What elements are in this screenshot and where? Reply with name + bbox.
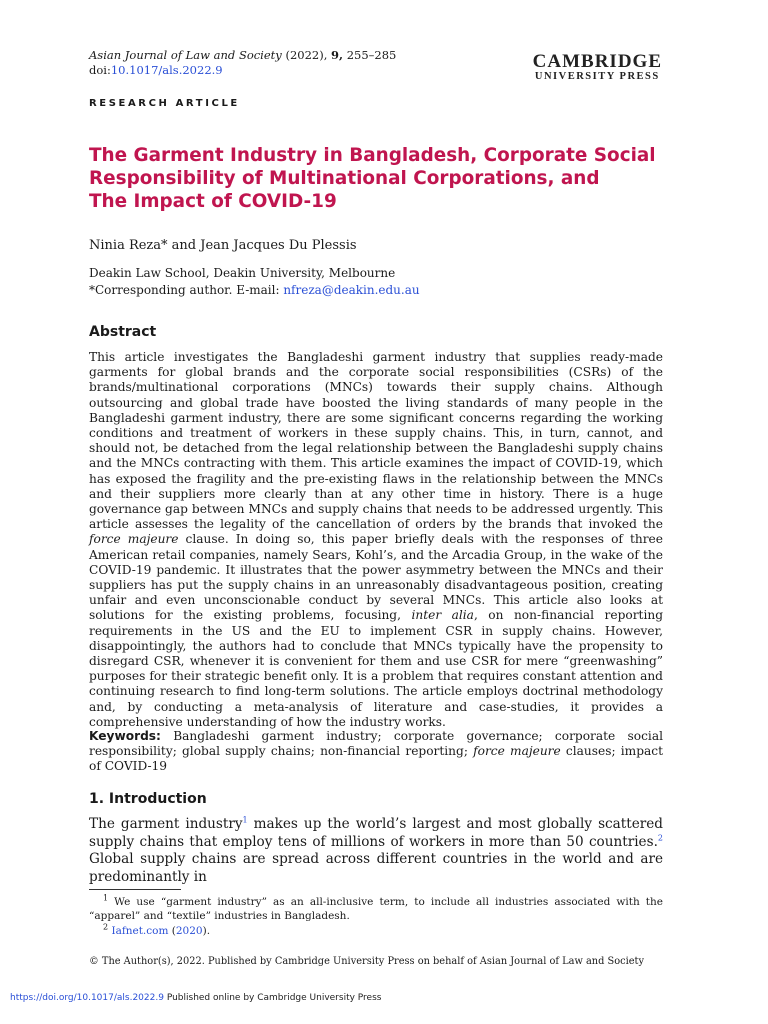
article-title (89, 144, 689, 213)
keywords-text-1: Bangladeshi garment industry; corporate governance; corporate social responsibility; global supply chains; non-financial reporting; (89, 729, 663, 759)
footnote-2 (89, 922, 663, 939)
page-footer (10, 993, 381, 1003)
footnote-ref-1[interactable]: 1 (242, 815, 248, 825)
title-line-2: Responsibility of Multinational Corporations, and (89, 168, 600, 189)
abstract-force-majeure: force majeure (89, 532, 179, 547)
footnote-1-text: We use “garment industry” as an all-inclusive term, to include all industries associated with the “apparel” and “textile” industries in Bangladesh. (89, 896, 663, 922)
doi-prefix: doi: (89, 63, 111, 77)
footnote-1 (89, 893, 663, 923)
copyright-notice: © The Author(s), 2022. Published by Cambridge University Press on behalf of Asian Journal of Law and Society (89, 956, 644, 967)
abstract-part-3: , on non-financial reporting requirements in the US and the EU to implement CSR in supply chains. However, disappointingly, the authors had to conclude that MNCs typically have the propensity to disregard CSR, whenever it is convenient for them and use CSR for mere “greenwashing” purposes for their strategic benefit only. It is a problem that requires constant attention and continuing research to find long-term solutions. The article employs doctrinal methodology and, by conducting a meta-analysis of literature and case-studies, it provides a comprehensive understanding of how the industry works. (89, 608, 663, 729)
publisher-name: CAMBRIDGE (532, 51, 662, 72)
introduction-heading: 1. Introduction (89, 791, 207, 807)
introduction-body (89, 816, 663, 886)
abstract-heading: Abstract (89, 324, 157, 340)
footnote-divider (89, 889, 181, 890)
keywords-label: Keywords: (89, 729, 161, 743)
journal-citation (89, 48, 396, 78)
title-line-3: The Impact of COVID-19 (89, 191, 337, 212)
intro-text-3: Global supply chains are spread across different countries in the world and are predominantly in (89, 851, 663, 885)
journal-year: (2022), (285, 48, 328, 62)
intro-text-1: The garment industry (89, 816, 243, 832)
journal-name: Asian Journal of Law and Society (89, 48, 282, 62)
footnote-2-link[interactable]: Iafnet.com (111, 925, 169, 937)
abstract-body (89, 350, 663, 730)
title-line-1: The Garment Industry in Bangladesh, Corporate Social (89, 145, 656, 166)
publisher-subname: UNIVERSITY PRESS (534, 71, 660, 82)
keywords-text-2: clauses; impact of COVID-19 (89, 744, 663, 774)
intro-text-2: makes up the world’s largest and most globally scattered supply chains that employ tens of millions of workers in more than 50 countries. (89, 816, 663, 850)
footer-doi-link[interactable]: https://doi.org/10.1017/als.2022.9 (10, 993, 164, 1003)
authors: Ninia Reza* and Jean Jacques Du Plessis (89, 238, 357, 253)
abstract-inter-alia: inter alia (411, 608, 474, 623)
journal-volume: 9, (331, 48, 344, 62)
email-label: *Corresponding author. E-mail: (89, 283, 284, 297)
keywords-force-majeure: force majeure (473, 744, 561, 759)
footnote-2-open: ( (168, 925, 176, 937)
doi-link[interactable]: 10.1017/als.2022.9 (110, 63, 223, 77)
abstract-part-2: clause. In doing so, this paper briefly deals with the responses of three American retail companies, namely Sears, Kohl’s, and the Arcadia Group, in the wake of the COVID-19 pandemic. It illustrates that the power asymmetry between the MNCs and their suppliers has put the supply chains in an unreasonably disadvantageous position, creating unfair and even unconscionable conduct by several MNCs. This article also looks at solutions for the existing problems, focusing, (89, 532, 663, 623)
footer-published: Published online by Cambridge University Press (163, 993, 382, 1003)
footnote-2-number: 2 (103, 922, 109, 932)
footnote-2-year-link[interactable]: 2020 (175, 925, 203, 937)
affiliation (89, 265, 420, 299)
affiliation-institution: Deakin Law School, Deakin University, Melbourne (89, 266, 396, 280)
keywords (89, 729, 663, 775)
journal-pages: 255–285 (346, 48, 397, 62)
footnote-2-close: ). (202, 925, 211, 937)
footnote-1-number: 1 (103, 893, 109, 903)
article-type: RESEARCH ARTICLE (89, 98, 240, 109)
abstract-part-1: This article investigates the Bangladeshi garment industry that supplies ready-made garments for global brands and the corporate social responsibilities (CSRs) of the brands/multinational corporations (MNCs) towards their supply chains. Although outsourcing and global trade have boosted the living standards of many people in the Bangladeshi garment industry, there are some significant concerns regarding the working conditions and treatment of workers in these supply chains. This, in turn, cannot, and should not, be detached from the legal relationship between the Bangladeshi supply chains and the MNCs contracting with them. This article examines the impact of COVID-19, which has exposed the fragility and the pre-existing flaws in the relationship between the MNCs and their suppliers more clearly than at any other time in history. There is a huge governance gap between MNCs and supply chains that needs to be addressed urgently. This article assesses the legality of the cancellation of orders by the brands that invoked the (89, 350, 663, 532)
author-email-link[interactable]: nfreza@deakin.edu.au (283, 283, 420, 297)
publisher-logo (533, 52, 662, 83)
footnote-ref-2[interactable]: 2 (657, 832, 663, 842)
